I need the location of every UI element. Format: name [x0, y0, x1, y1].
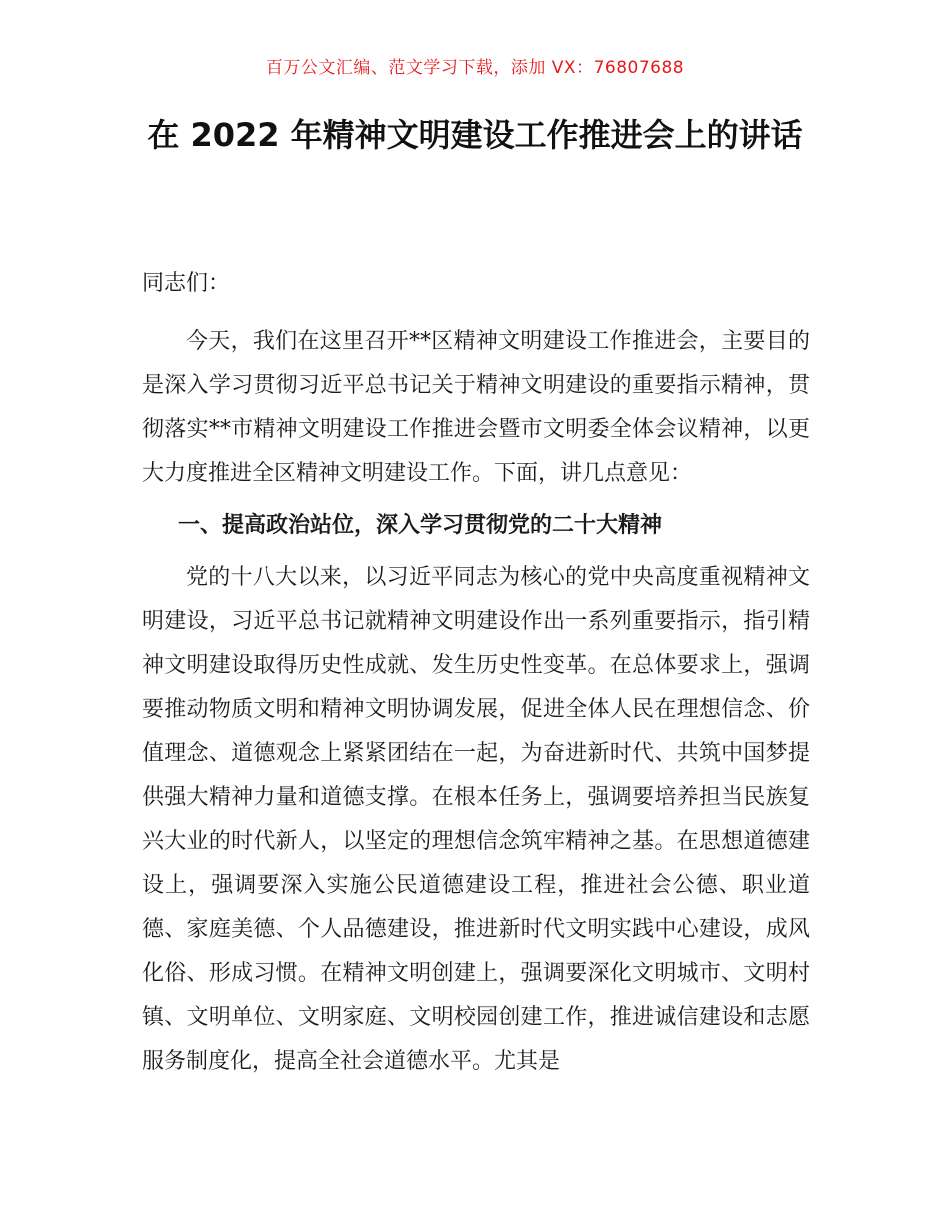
intro-paragraph: 今天，我们在这里召开**区精神文明建设工作推进会，主要目的是深入学习贯彻习近平总书记关于精神文明建设的重要指示精神，贯彻落实**市精神文明建设工作推进会暨市文明委全体会议精神，以更大力度推进全区精神文明建设工作。下面，讲几点意见： — [142, 329, 810, 486]
section-heading: 一、提高政治站位，深入学习贯彻党的二十大精神 — [178, 513, 663, 538]
salutation: 同志们： — [142, 271, 231, 296]
header-watermark: 百万公文汇编、范文学习下载，添加 VX：76807688 — [265, 58, 685, 78]
document-body — [142, 262, 810, 1086]
section-paragraph: 党的十八大以来，以习近平同志为核心的党中央高度重视精神文明建设，习近平总书记就精神文明建设作出一系列重要指示，指引精神文明建设取得历史性成就、发生历史性变革。在总体要求上，强调要推动物质文明和精神文明协调发展，促进全体人民在理想信念、价值理念、道德观念上紧紧团结在一起，为奋进新时代、共筑中国梦提供强大精神力量和道德支撑。在根本任务上，强调要培养担当民族复兴大业的时代新人，以坚定的理想信念筑牢精神之基。在思想道德建设上，强调要深入实施公民道德建设工程，推进社会公德、职业道德、家庭美德、个人品德建设，推进新时代文明实践中心建设，成风化俗、形成习惯。在精神文明创建上，强调要深化文明城市、文明村镇、文明单位、文明家庭、文明校园创建工作，推进诚信建设和志愿服务制度化，提高全社会道德水平。尤其是 — [142, 565, 810, 1074]
document-title: 在 2022 年精神文明建设工作推进会上的讲话 — [147, 116, 803, 154]
